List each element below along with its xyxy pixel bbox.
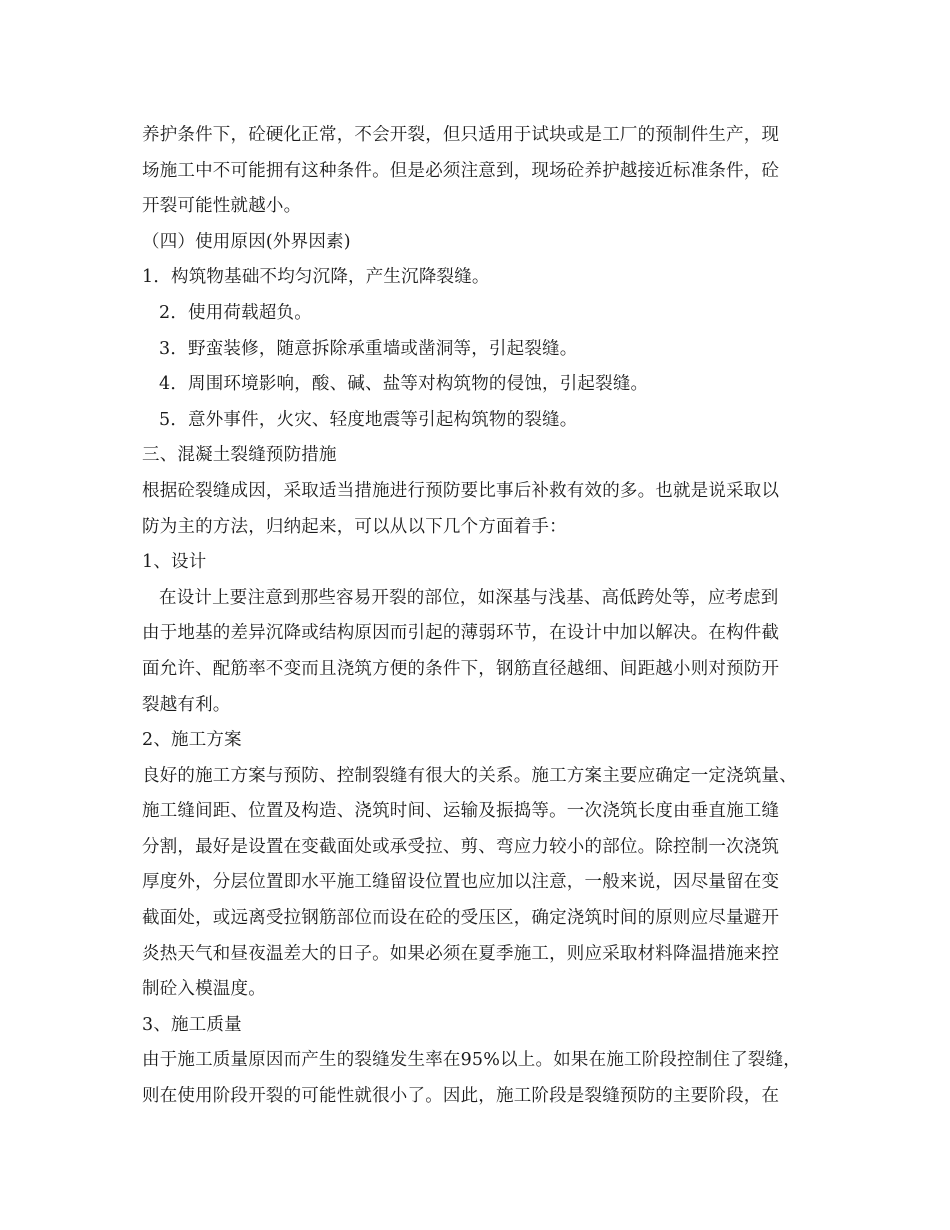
text-line: 则在使用阶段开裂的可能性就很小了。因此，施工阶段是裂缝预防的主要阶段，在 — [142, 1086, 780, 1107]
text-line: 裂越有利。 — [142, 694, 231, 715]
text-line: 良好的施工方案与预防、控制裂缝有很大的关系。施工方案主要应确定一定浇筑量、 — [142, 765, 797, 786]
text-line: 分割，最好是设置在变截面处或承受拉、剪、弯应力较小的部位。除控制一次浇筑 — [142, 836, 780, 857]
text-line: 面允许、配筋率不变而且浇筑方便的条件下，钢筋直径越细、间距越小则对预防开 — [142, 658, 780, 679]
subsection-heading: 2、施工方案 — [142, 730, 242, 751]
section-heading: （四）使用原因(外界因素) — [142, 231, 351, 252]
subsection-heading: 1、设计 — [142, 552, 207, 573]
text-line: 制砼入模温度。 — [142, 979, 266, 1000]
text-line: 防为主的方法，归纳起来，可以从以下几个方面着手： — [142, 516, 567, 537]
text-line: 施工缝间距、位置及构造、浇筑时间、运输及振捣等。一次浇筑长度由垂直施工缝 — [142, 801, 780, 822]
text-line: 截面处，或远离受拉钢筋部位而设在砼的受压区，确定浇筑时间的原则应尽量避开 — [142, 908, 780, 929]
list-item: 4．周围环境影响，酸、碱、盐等对构筑物的侵蚀，引起裂缝。 — [159, 374, 649, 395]
list-item: 1．构筑物基础不均匀沉降，产生沉降裂缝。 — [142, 267, 490, 288]
subsection-heading: 3、施工质量 — [142, 1014, 242, 1035]
text-line: 厚度外，分层位置即水平施工缝留设位置也应加以注意，一般来说，因尽量留在变 — [142, 872, 780, 893]
text-line: 养护条件下，砼硬化正常，不会开裂，但只适用于试块或是工厂的预制件生产，现 — [142, 125, 780, 145]
text-line: 由于施工质量原因而产生的裂缝发生率在95%以上。如果在施工阶段控制住了裂缝， — [142, 1050, 801, 1071]
document-body — [142, 118, 822, 1115]
text-line: 炎热天气和昼夜温差大的日子。如果必须在夏季施工，则应采取材料降温措施来控 — [142, 943, 780, 964]
text-line: 由于地基的差异沉降或结构原因而引起的薄弱环节，在设计中加以解决。在构件截 — [142, 623, 780, 644]
section-heading: 三、混凝土裂缝预防措施 — [142, 445, 337, 466]
list-item: 3．野蛮装修，随意拆除承重墙或凿洞等，引起裂缝。 — [159, 338, 578, 359]
list-item: 5．意外事件，火灾、轻度地震等引起构筑物的裂缝。 — [159, 409, 578, 430]
text-line: 场施工中不可能拥有这种条件。但是必须注意到，现场砼养护越接近标准条件，砼 — [142, 160, 780, 181]
list-item: 2．使用荷载超负。 — [159, 302, 312, 323]
text-line: 根据砼裂缝成因，采取适当措施进行预防要比事后补救有效的多。也就是说采取以 — [142, 480, 780, 501]
text-line: 开裂可能性就越小。 — [142, 196, 302, 217]
text-line: 在设计上要注意到那些容易开裂的部位，如深基与浅基、高低跨处等，应考虑到 — [159, 587, 779, 608]
